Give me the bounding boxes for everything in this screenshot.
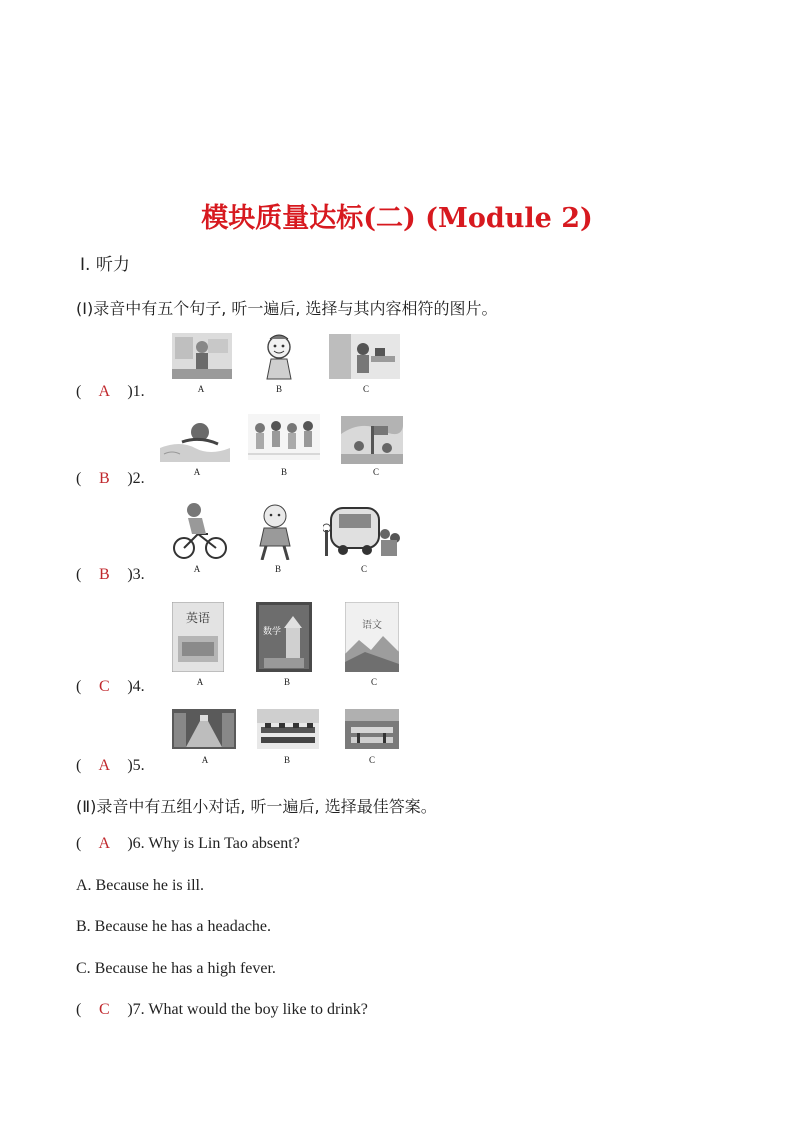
- pic-label: A: [193, 564, 201, 574]
- question-row: ( C )4.: [76, 678, 145, 695]
- pic-label: B: [283, 677, 290, 687]
- answer-mark: A: [98, 835, 111, 852]
- picture-option: [262, 333, 296, 381]
- pic-label: C: [360, 564, 367, 574]
- pic-label: A: [196, 677, 204, 687]
- option-a: A. Because he is ill.: [76, 877, 204, 894]
- picture-option: [257, 709, 319, 749]
- question-number: 3.: [132, 566, 145, 583]
- answer-mark: B: [98, 470, 110, 487]
- question-number: 2.: [132, 470, 145, 487]
- pic-label: C: [362, 384, 369, 394]
- picture-option: [341, 416, 403, 464]
- pic-label: B: [274, 564, 281, 574]
- option-b: B. Because he has a headache.: [76, 918, 272, 935]
- picture-option: [160, 418, 230, 462]
- answer-mark: A: [98, 383, 111, 400]
- picture-option: [345, 709, 399, 749]
- pic-label: C: [370, 677, 377, 687]
- question-row: ( B )3.: [76, 566, 145, 583]
- picture-option: [248, 414, 320, 460]
- part2-instruction: (Ⅱ)录音中有五组小对话, 听一遍后, 选择最佳答案。: [76, 797, 437, 816]
- question-row: ( B )2.: [76, 470, 145, 487]
- pic-label: C: [372, 467, 379, 477]
- picture-option: [323, 500, 401, 562]
- pic-label: A: [193, 467, 201, 477]
- pic-label: A: [197, 384, 205, 394]
- question-row: ( A )6. Why is Lin Tao absent?: [76, 835, 300, 852]
- picture-option: [329, 334, 400, 379]
- picture-option: [172, 500, 228, 562]
- pic-label: C: [368, 755, 375, 765]
- answer-mark: C: [98, 678, 110, 695]
- pic-label: A: [201, 755, 209, 765]
- question-text: )7. What would the boy like to drink?: [127, 1001, 368, 1018]
- picture-option: [172, 602, 224, 672]
- picture-option: [172, 709, 236, 749]
- english-book-title: 英语: [185, 611, 211, 625]
- option-c: C. Because he has a high fever.: [76, 960, 276, 977]
- picture-option: [250, 502, 300, 560]
- answer-mark: A: [98, 757, 111, 774]
- math-book-title: 数学: [262, 627, 282, 637]
- question-row: ( C )7. What would the boy like to drink?: [76, 1001, 368, 1018]
- question-number: 1.: [132, 383, 145, 400]
- question-text: )6. Why is Lin Tao absent?: [127, 835, 300, 852]
- pic-label: B: [283, 755, 290, 765]
- section-heading: Ⅰ. 听力: [80, 255, 130, 275]
- pic-label: B: [275, 384, 282, 394]
- question-row: ( A )5.: [76, 757, 145, 774]
- part1-instruction: (Ⅰ)录音中有五个句子, 听一遍后, 选择与其内容相符的图片。: [76, 299, 498, 318]
- answer-mark: B: [98, 566, 110, 583]
- question-row: ( A )1.: [76, 383, 145, 400]
- picture-option: [256, 602, 312, 672]
- question-number: 4.: [132, 678, 145, 695]
- pic-label: B: [280, 467, 287, 477]
- picture-option: [345, 602, 399, 672]
- question-number: 5.: [132, 757, 145, 774]
- chinese-book-title: 语文: [362, 620, 382, 631]
- answer-mark: C: [98, 1001, 110, 1018]
- page-title: 模块质量达标(二) (Module 2): [201, 203, 593, 234]
- picture-option: [172, 333, 232, 379]
